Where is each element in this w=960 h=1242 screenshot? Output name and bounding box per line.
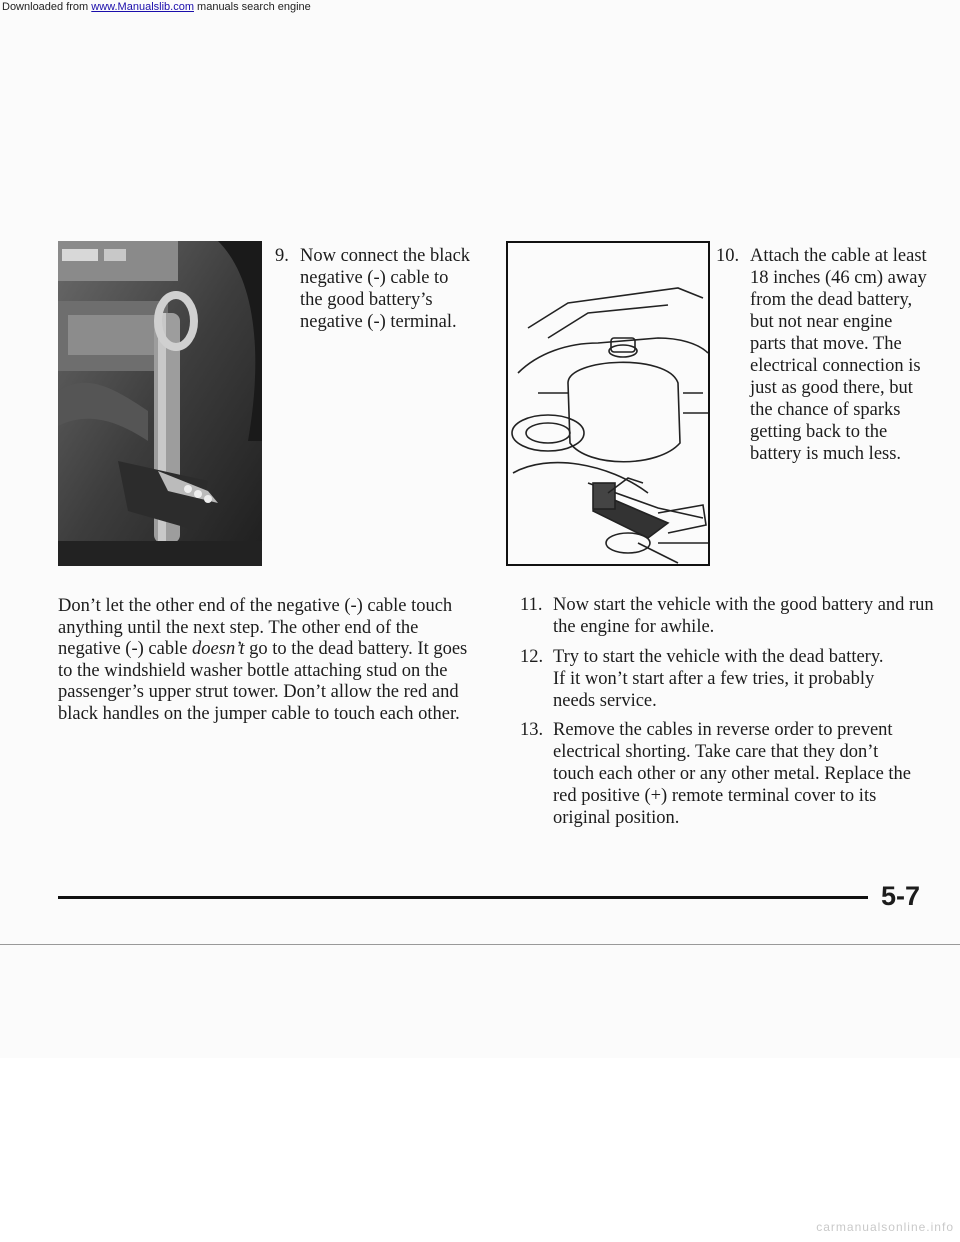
step-line: the engine for awhile.: [553, 617, 715, 637]
step-line: If it won’t start after a few tries, it probably: [553, 669, 875, 689]
step-number: 11.: [520, 595, 543, 615]
step-line: the chance of sparks: [750, 400, 901, 420]
step-13: [520, 719, 940, 831]
step-number: 12.: [520, 647, 544, 667]
header-suffix: manuals search engine: [193, 1, 311, 13]
page-number: 5-7: [880, 881, 920, 911]
step-line: 18 inches (46 cm) away: [750, 268, 927, 288]
paragraph-line: black handles on the jumper cable to touch each other.: [58, 703, 460, 724]
paragraph-line: [58, 639, 488, 661]
manualslib-link[interactable]: www.Manualslib.com: [91, 1, 194, 13]
step-12: [520, 646, 940, 714]
step-line: negative (-) cable to: [300, 268, 449, 288]
step-line: from the dead battery,: [750, 290, 913, 310]
step-line: touch each other or any other metal. Replace the: [553, 764, 912, 784]
step-number: 13.: [520, 720, 544, 740]
step-line: Now connect the black: [300, 246, 471, 266]
step-line: Try to start the vehicle with the dead battery.: [553, 647, 884, 667]
watermark: carmanualsonline.info: [816, 1220, 954, 1234]
step-line: parts that move. The: [750, 334, 902, 354]
step-line: red positive (+) remote terminal cover to its: [553, 786, 877, 806]
step-10: [716, 245, 946, 475]
step-line: negative (-) terminal.: [300, 312, 457, 332]
emphasis-text: doesn’t: [192, 639, 245, 659]
step-line: Attach the cable at least: [750, 246, 927, 266]
step-number: 10.: [716, 246, 740, 266]
step-9: [275, 245, 490, 335]
step-number: 9.: [275, 246, 289, 266]
step-line: electrical connection is: [750, 356, 921, 376]
paragraph-line: to the windshield washer bottle attaching stud on the: [58, 660, 448, 681]
footer-rule: [58, 896, 868, 899]
header-prefix: Downloaded from: [2, 1, 92, 13]
download-header: [0, 0, 960, 14]
footer-band: [0, 1058, 960, 1242]
step-line: electrical shorting. Take care that they don’t: [553, 742, 879, 762]
step-line: Now start the vehicle with the good battery and run: [553, 595, 934, 615]
step-line: but not near engine: [750, 312, 893, 332]
step-line: the good battery’s: [300, 290, 433, 310]
step-line: just as good there, but: [750, 378, 913, 398]
step-line: battery is much less.: [750, 444, 902, 464]
negative-terminal-photo: [58, 241, 262, 566]
text-run: negative (-) cable: [58, 639, 193, 659]
step-line: getting back to the: [750, 422, 888, 442]
engine-ground-illustration: [506, 241, 710, 566]
step-11: [520, 594, 940, 640]
step-line: needs service.: [553, 691, 657, 711]
page-edge-rule: [0, 944, 960, 945]
paragraph-line: Don’t let the other end of the negative (-) cable touch: [58, 596, 453, 616]
caution-paragraph: [58, 596, 488, 725]
text-run: go to the dead battery. It goes: [244, 639, 468, 659]
paragraph-line: passenger’s upper strut tower. Don’t allow the red and: [58, 682, 459, 702]
paragraph-line: anything until the next step. The other end of the: [58, 617, 419, 638]
step-line: Remove the cables in reverse order to prevent: [553, 720, 893, 740]
step-line: original position.: [553, 808, 680, 828]
